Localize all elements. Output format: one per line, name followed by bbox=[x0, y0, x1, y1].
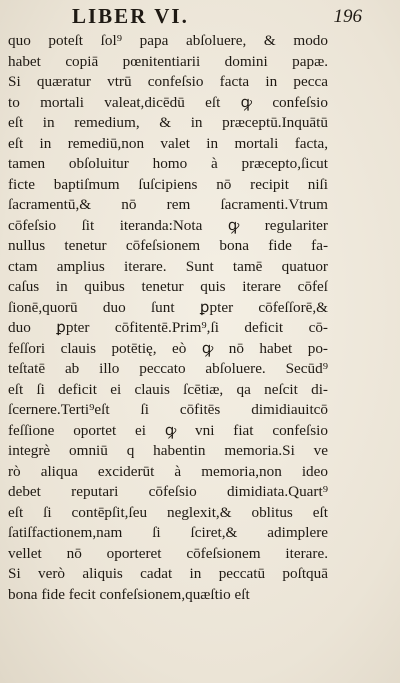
folio-number: 196 bbox=[333, 6, 362, 27]
text-line: caſus in quibus tenetur quis iterare cōfeſ bbox=[8, 278, 328, 295]
text-line: ſatiſfactionem,nam ſi ſciret,& adimplere bbox=[8, 524, 328, 541]
text-line: feſſione oportet ei ꝙ vni fiat confeſsio bbox=[8, 421, 328, 439]
text-line: vellet nō oporteret cōfeſsionem iterare. bbox=[8, 544, 328, 562]
text-line: quo poteſt ſol⁹ papa abſoluere, & modo bbox=[8, 32, 328, 49]
text-line: bona fide fecit confeſsionem,quæſtio eſt bbox=[8, 585, 250, 603]
body-text bbox=[8, 31, 328, 605]
text-line: nullus tenetur cōfeſsionem bona fide fa- bbox=[8, 237, 328, 254]
running-head: LIBER VI. bbox=[72, 4, 189, 28]
text-line: rò aliqua exciderūt à memoria,non ideo bbox=[8, 462, 328, 480]
text-line: duo ꝑpter cōfitentē.Prim⁹,ſi deficit cō- bbox=[8, 319, 328, 336]
page-header bbox=[0, 2, 400, 30]
text-line: debet reputari cōfeſsio dimidiata.Quart⁹ bbox=[8, 483, 328, 500]
text-line: tamen obſoluitur homo à præcepto,ſicut bbox=[8, 155, 328, 172]
text-line: Si verò aliquis cadat in peccatū poſtquā bbox=[8, 565, 328, 582]
text-line: ſcernere.Terti⁹eſt ſi cōfitēs dimidiauitcō bbox=[8, 401, 328, 418]
text-line: ſionē,quorū duo ſunt ꝑpter cōfeſſorē,& bbox=[8, 298, 328, 316]
text-line: eſt ſi contēpſit,ſeu neglexit,& oblitus eſt bbox=[8, 503, 328, 521]
text-line: feſſori clauis potētię, eò ꝙ nō habet po- bbox=[8, 339, 328, 357]
text-line: integrè omniū q habentin memoria.Si ve bbox=[8, 442, 328, 459]
text-line: cōfeſsio ſit iteranda:Nota ꝙ regulariter bbox=[8, 216, 328, 234]
text-line: habet copiā pœnitentiarii domini papæ. bbox=[8, 52, 328, 70]
text-line: ſacramentū,& nō rem ſacramenti.Vtrum bbox=[8, 196, 328, 213]
text-line: ctam amplius iterare. Sunt tamē quatuor bbox=[8, 257, 328, 275]
text-line: eſt in remediū,non valet in mortali facta, bbox=[8, 134, 328, 152]
text-line: to mortali valeat,dicēdū eſt ꝙ confeſsio bbox=[8, 93, 328, 111]
text-line: eſt in remedium, & in præceptū.Inquātū bbox=[8, 114, 328, 131]
text-line: Si quæratur vtrū confeſsio facta in pecca bbox=[8, 73, 328, 90]
text-line: ficte baptiſmum ſuſcipiens nō recipit niſi bbox=[8, 175, 328, 193]
text-line: teſtatē ab illo peccato abſoluere. Secūd⁹ bbox=[8, 360, 328, 377]
text-line: eſt ſi deficit ei clauis ſcētiæ, qa neſcit di- bbox=[8, 380, 328, 398]
